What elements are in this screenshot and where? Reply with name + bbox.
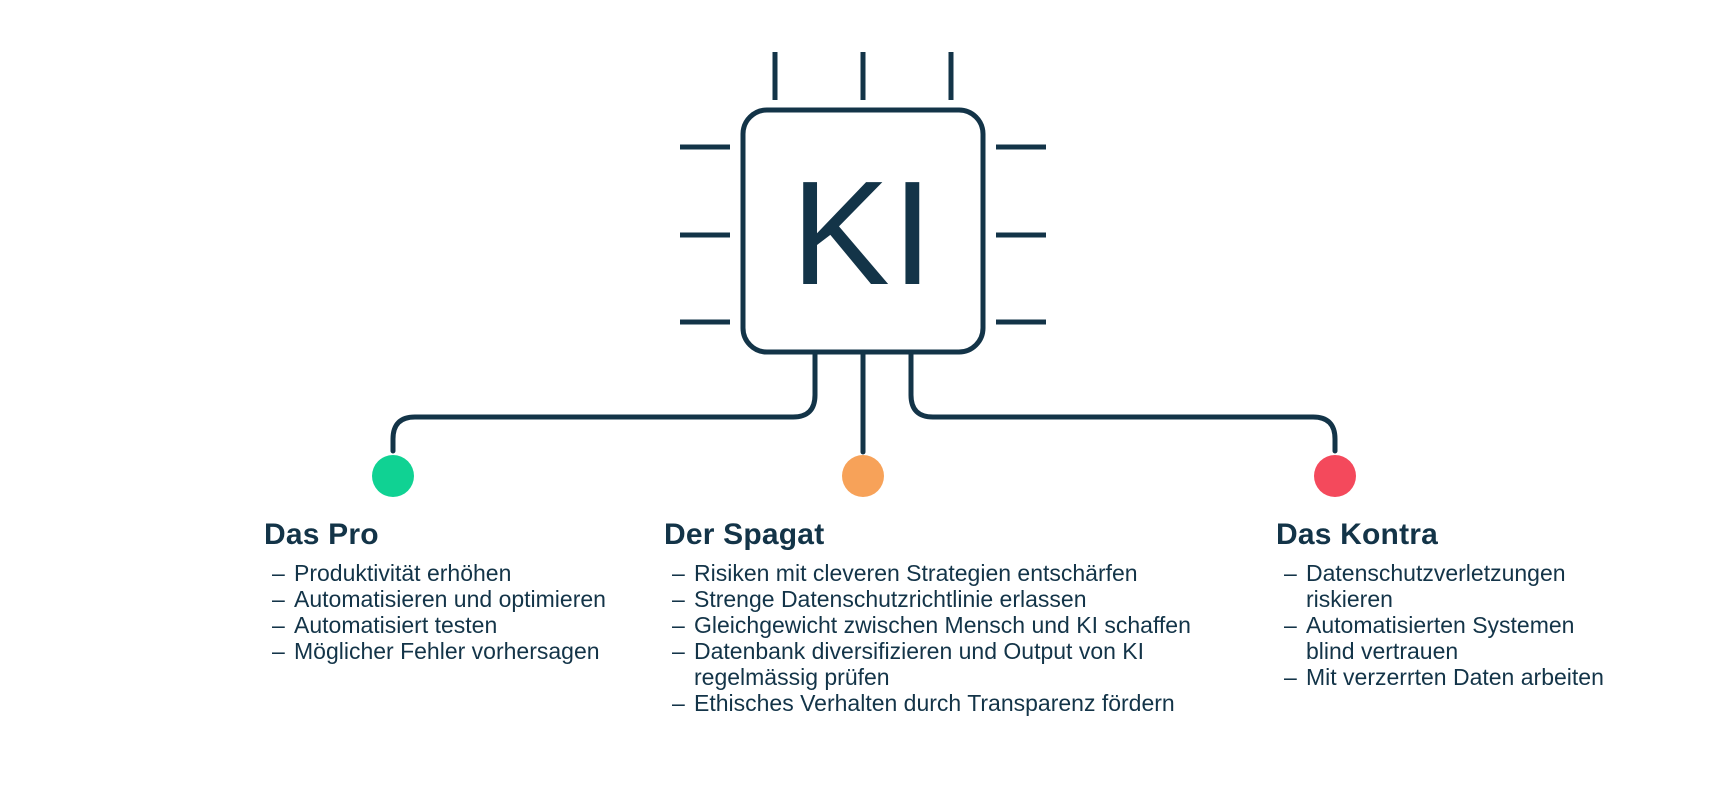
bullet-line: – Produktivität erhöhen	[272, 560, 512, 586]
column-kontra	[1276, 518, 1676, 690]
bullet-dash: –	[272, 560, 285, 586]
bullet-dash: –	[1284, 612, 1297, 638]
bullet-line: – Automatisiert testen	[272, 612, 498, 638]
branch-connectors	[393, 352, 1335, 452]
chip-label: KI	[791, 151, 935, 316]
bullet-dash-empty	[672, 664, 694, 690]
column-kontra-list	[1276, 560, 1676, 690]
kontra-dot	[1314, 455, 1356, 497]
bullet-line: – Ethisches Verhalten durch Transparenz fördern	[672, 690, 1175, 716]
bullet-dash: –	[272, 612, 285, 638]
column-spagat-heading: Der Spagat	[664, 518, 825, 551]
bullet-line: – Möglicher Fehler vorhersagen	[272, 638, 600, 664]
chip-left-pins-icon	[680, 147, 730, 322]
bullet-dash: –	[672, 612, 685, 638]
column-pro-list	[264, 560, 644, 664]
bullet-line: – Automatisieren und optimieren	[272, 586, 606, 612]
bullet-line: – Gleichgewicht zwischen Mensch und KI schaffen	[672, 612, 1191, 638]
spagat-dot	[842, 455, 884, 497]
bullet-dash: –	[672, 560, 685, 586]
bullet-dash: –	[672, 690, 685, 716]
bullet-dash: –	[672, 586, 685, 612]
column-kontra-heading: Das Kontra	[1276, 518, 1439, 551]
bullet-dash: –	[272, 638, 285, 664]
bullet-line: – Strenge Datenschutzrichtlinie erlassen	[672, 586, 1087, 612]
bullet-line: – Risiken mit cleveren Strategien entschärfen	[672, 560, 1138, 586]
bullet-line: – Automatisierten Systemen	[1284, 612, 1575, 638]
bullet-dash: –	[1284, 560, 1297, 586]
bullet-line-continuation: regelmässig prüfen	[664, 664, 1284, 690]
bullet-dash: –	[672, 638, 685, 664]
chip-right-pins-icon	[996, 147, 1046, 322]
column-spagat-list	[664, 560, 1284, 716]
bullet-dash: –	[272, 586, 285, 612]
bullet-line-continuation: riskieren	[1276, 586, 1676, 612]
connector-right	[911, 352, 1335, 451]
bullet-line: – Datenbank diversifizieren und Output von KI	[672, 638, 1145, 664]
bullet-line-continuation: blind vertrauen	[1276, 638, 1676, 664]
column-spagat	[664, 518, 1284, 716]
bullet-dash: –	[1284, 664, 1297, 690]
column-pro	[264, 518, 644, 664]
pro-dot	[372, 455, 414, 497]
chip-top-pins-icon	[775, 52, 951, 100]
bullet-dash-empty	[1284, 586, 1306, 612]
bullet-line: – Datenschutzverletzungen	[1284, 560, 1566, 586]
column-pro-heading: Das Pro	[264, 518, 379, 551]
bullet-line: – Mit verzerrten Daten arbeiten	[1284, 664, 1604, 690]
connector-left	[393, 352, 815, 451]
bullet-dash-empty	[1284, 638, 1306, 664]
